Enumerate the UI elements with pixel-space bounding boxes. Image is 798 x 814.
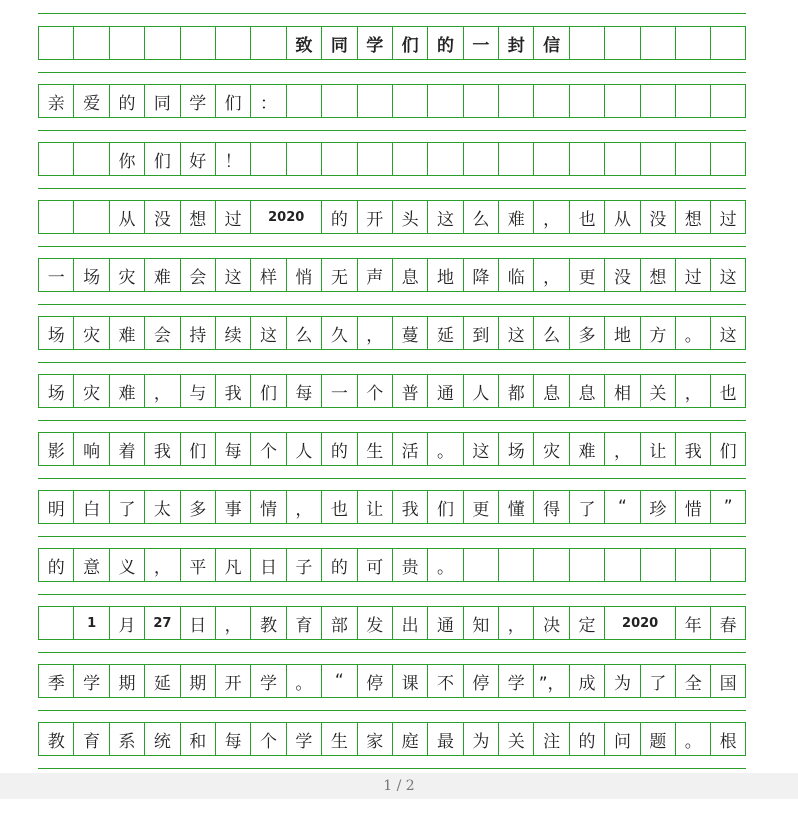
grid-cell: 我 [392,490,427,524]
grid-cell: ， [144,548,179,582]
row-gap-line [38,304,746,305]
row-gap-line [38,72,746,73]
grid-cell: 息 [392,258,427,292]
page-indicator-label: 1 / 2 [383,778,415,794]
grid-cell: 2020 [604,606,675,640]
grid-cell: 人 [286,432,321,466]
grid-cell: 声 [357,258,392,292]
grid-row [38,664,746,698]
grid-cell [73,200,108,234]
grid-cell: 难 [109,316,144,350]
grid-cell [675,84,710,118]
grid-row [38,490,746,524]
grid-cell: 我 [144,432,179,466]
grid-cell [569,26,604,60]
grid-cell: 难 [109,374,144,408]
grid-cell: 庭 [392,722,427,756]
grid-cell: 过 [710,200,745,234]
grid-cell: 教 [250,606,285,640]
grid-cell: 难 [144,258,179,292]
grid-cell [640,84,675,118]
grid-cell: 27 [144,606,179,640]
grid-cell: 也 [321,490,356,524]
grid-cell: 过 [675,258,710,292]
grid-cell [38,26,73,60]
grid-cell: 学 [250,664,285,698]
grid-cell: 一 [321,374,356,408]
grid-cell: 一 [463,26,498,60]
grid-cell: 知 [463,606,498,640]
grid-cell: 问 [604,722,639,756]
grid-cell: 我 [675,432,710,466]
grid-cell: ： [250,84,285,118]
grid-cell [710,84,745,118]
grid-cell: 么 [533,316,568,350]
grid-cell: 懂 [498,490,533,524]
grid-cell [357,142,392,176]
grid-cell: 为 [604,664,639,698]
grid-cell [321,142,356,176]
grid-cell: 这 [215,258,250,292]
grid-cell: 封 [498,26,533,60]
grid-cell [392,142,427,176]
grid-cell: 意 [73,548,108,582]
grid-row [38,200,746,234]
grid-cell: 这 [463,432,498,466]
grid-cell: 更 [569,258,604,292]
grid-cell: 最 [427,722,462,756]
grid-cell: 季 [38,664,73,698]
grid-cell: 年 [675,606,710,640]
grid-cell: 关 [498,722,533,756]
grid-row [38,374,746,408]
grid-cell: 的 [427,26,462,60]
grid-cell: 明 [38,490,73,524]
grid-cell: 育 [286,606,321,640]
grid-row [38,316,746,350]
grid-cell: 每 [286,374,321,408]
grid-cell: 的 [569,722,604,756]
grid-cell: ， [533,258,568,292]
row-gap-line [38,246,746,247]
grid-cell: 生 [357,432,392,466]
grid-cell: 降 [463,258,498,292]
grid-cell: 想 [180,200,215,234]
grid-cell: 从 [604,200,639,234]
grid-cell: 的 [321,432,356,466]
grid-cell: 同 [321,26,356,60]
grid-cell: 过 [215,200,250,234]
grid-cell: 蔓 [392,316,427,350]
grid-cell [498,548,533,582]
grid-cell: 全 [675,664,710,698]
grid-cell: ， [533,200,568,234]
grid-cell: 我 [215,374,250,408]
grid-cell: 们 [392,26,427,60]
grid-cell: 难 [569,432,604,466]
grid-cell [392,84,427,118]
grid-cell: ， [286,490,321,524]
grid-cell: 春 [710,606,745,640]
grid-cell: 。 [427,432,462,466]
grid-cell: 国 [710,664,745,698]
grid-cell: 的 [109,84,144,118]
grid-cell: 期 [109,664,144,698]
grid-cell [569,142,604,176]
grid-cell [250,142,285,176]
page-indicator [0,773,798,799]
grid-cell [286,84,321,118]
grid-cell: 出 [392,606,427,640]
grid-cell [675,548,710,582]
grid-cell [604,548,639,582]
grid-cell: 让 [357,490,392,524]
grid-cell [604,26,639,60]
grid-cell: 灾 [73,316,108,350]
grid-cell: 事 [215,490,250,524]
grid-cell: 地 [604,316,639,350]
grid-cell [710,26,745,60]
grid-row [38,432,746,466]
grid-cell [180,26,215,60]
grid-cell: 活 [392,432,427,466]
grid-cell: 凡 [215,548,250,582]
grid-cell: 头 [392,200,427,234]
grid-cell: 相 [604,374,639,408]
row-gap-line [38,594,746,595]
grid-cell: ， [604,432,639,466]
essay-grid-paper [38,13,746,773]
grid-cell: 们 [427,490,462,524]
grid-cell: 通 [427,374,462,408]
grid-cell: 定 [569,606,604,640]
row-gap-line [38,188,746,189]
grid-cell [286,142,321,176]
grid-cell: 影 [38,432,73,466]
grid-cell: 生 [321,722,356,756]
grid-cell: 。 [427,548,462,582]
row-gap-line [38,768,746,769]
grid-cell [38,142,73,176]
grid-cell: 场 [38,374,73,408]
grid-cell: 都 [498,374,533,408]
grid-cell: 到 [463,316,498,350]
grid-cell: “ [604,490,639,524]
grid-cell: 的 [321,200,356,234]
grid-cell [144,26,179,60]
grid-cell: 学 [357,26,392,60]
grid-cell: 得 [533,490,568,524]
grid-cell: 信 [533,26,568,60]
grid-cell: 育 [73,722,108,756]
row-gap-line [38,478,746,479]
grid-cell: 开 [215,664,250,698]
grid-cell [427,84,462,118]
grid-cell: 这 [710,316,745,350]
row-gap-line [38,652,746,653]
grid-cell: 注 [533,722,568,756]
grid-cell: 学 [498,664,533,698]
grid-cell [533,548,568,582]
grid-cell: 了 [569,490,604,524]
grid-cell: 根 [710,722,745,756]
grid-cell: 家 [357,722,392,756]
grid-cell: 1 [73,606,108,640]
grid-cell: 地 [427,258,462,292]
grid-cell: 难 [498,200,533,234]
grid-cell: 场 [498,432,533,466]
grid-cell: 同 [144,84,179,118]
grid-cell: 每 [215,432,250,466]
grid-cell: 期 [180,664,215,698]
grid-cell [321,84,356,118]
grid-cell: 悄 [286,258,321,292]
grid-cell: 题 [640,722,675,756]
grid-cell: 个 [357,374,392,408]
grid-cell: 了 [640,664,675,698]
row-gap-line [38,536,746,537]
paper-top-line [38,13,746,14]
grid-cell: 学 [180,84,215,118]
grid-cell: 每 [215,722,250,756]
row-gap-line [38,710,746,711]
grid-cell [640,548,675,582]
grid-cell: 。 [675,722,710,756]
grid-cell: 与 [180,374,215,408]
grid-cell: 么 [286,316,321,350]
grid-cell [357,84,392,118]
grid-cell: 想 [675,200,710,234]
grid-cell: 没 [604,258,639,292]
grid-cell: 息 [569,374,604,408]
grid-cell: 日 [180,606,215,640]
row-gap-line [38,130,746,131]
grid-cell: 延 [427,316,462,350]
grid-cell: 这 [250,316,285,350]
grid-cell [73,26,108,60]
grid-cell [38,606,73,640]
grid-cell: 续 [215,316,250,350]
grid-cell: ， [215,606,250,640]
grid-cell: 们 [250,374,285,408]
grid-cell: 情 [250,490,285,524]
grid-cell: 这 [498,316,533,350]
grid-cell: 2020 [250,200,321,234]
grid-cell: 们 [144,142,179,176]
grid-row [38,606,746,640]
grid-cell: 开 [357,200,392,234]
grid-cell: 着 [109,432,144,466]
grid-cell: 好 [180,142,215,176]
grid-cell: 无 [321,258,356,292]
grid-cell: 亲 [38,84,73,118]
grid-cell: 学 [73,664,108,698]
grid-cell: 白 [73,490,108,524]
grid-cell: 场 [73,258,108,292]
grid-cell: 系 [109,722,144,756]
grid-cell: 可 [357,548,392,582]
grid-cell [498,142,533,176]
grid-cell: 普 [392,374,427,408]
grid-cell: 样 [250,258,285,292]
grid-cell: 方 [640,316,675,350]
grid-cell: 这 [710,258,745,292]
grid-row [38,26,746,60]
grid-cell: 为 [463,722,498,756]
grid-cell: 让 [640,432,675,466]
grid-cell: 惜 [675,490,710,524]
grid-cell: 个 [250,722,285,756]
grid-cell: 场 [38,316,73,350]
grid-cell: ！ [215,142,250,176]
grid-cell: 决 [533,606,568,640]
grid-cell: 没 [640,200,675,234]
grid-cell: 想 [640,258,675,292]
grid-cell: 会 [180,258,215,292]
grid-cell: 通 [427,606,462,640]
grid-cell: 持 [180,316,215,350]
grid-cell: “ [321,664,356,698]
grid-cell: 停 [463,664,498,698]
grid-cell: ， [144,374,179,408]
grid-cell: 灾 [109,258,144,292]
grid-cell: 人 [463,374,498,408]
grid-cell: ” [710,490,745,524]
grid-cell [604,142,639,176]
grid-cell: 月 [109,606,144,640]
grid-cell: 们 [215,84,250,118]
grid-cell: 和 [180,722,215,756]
grid-cell: 更 [463,490,498,524]
grid-row [38,722,746,756]
grid-cell: 平 [180,548,215,582]
grid-cell [710,142,745,176]
grid-cell: 贵 [392,548,427,582]
grid-cell: 灾 [533,432,568,466]
grid-cell [569,84,604,118]
grid-cell: 的 [38,548,73,582]
grid-cell: 你 [109,142,144,176]
grid-cell: 临 [498,258,533,292]
grid-cell [250,26,285,60]
grid-cell: 教 [38,722,73,756]
grid-cell [463,84,498,118]
grid-cell: 义 [109,548,144,582]
grid-cell: 珍 [640,490,675,524]
grid-cell: 也 [710,374,745,408]
grid-cell [38,200,73,234]
grid-cell: 的 [321,548,356,582]
grid-cell: 停 [357,664,392,698]
grid-cell: 延 [144,664,179,698]
grid-cell: 学 [286,722,321,756]
grid-cell [640,142,675,176]
grid-cell: ， [357,316,392,350]
grid-cell: ， [498,606,533,640]
grid-cell: 一 [38,258,73,292]
grid-cell: 课 [392,664,427,698]
grid-cell: 么 [463,200,498,234]
grid-cell [109,26,144,60]
grid-cell: 久 [321,316,356,350]
grid-cell: 不 [427,664,462,698]
grid-cell [533,84,568,118]
grid-cell: 统 [144,722,179,756]
grid-cell: 部 [321,606,356,640]
grid-cell: 。 [286,664,321,698]
grid-cell: 也 [569,200,604,234]
grid-cell: 发 [357,606,392,640]
grid-cell: 灾 [73,374,108,408]
grid-cell: 子 [286,548,321,582]
grid-cell [427,142,462,176]
grid-row [38,258,746,292]
grid-cell [533,142,568,176]
grid-cell: 爱 [73,84,108,118]
grid-cell: ， [675,374,710,408]
grid-cell [675,26,710,60]
grid-cell: 多 [569,316,604,350]
grid-cell: 日 [250,548,285,582]
grid-cell: 息 [533,374,568,408]
grid-cell: 。 [675,316,710,350]
grid-cell [569,548,604,582]
grid-cell: 致 [286,26,321,60]
grid-cell: ”， [533,664,568,698]
grid-cell: 从 [109,200,144,234]
grid-cell: 们 [710,432,745,466]
grid-cell [463,142,498,176]
grid-cell [498,84,533,118]
grid-cell: 们 [180,432,215,466]
grid-cell: 关 [640,374,675,408]
grid-cell: 响 [73,432,108,466]
grid-cell: 会 [144,316,179,350]
row-gap-line [38,362,746,363]
grid-cell [640,26,675,60]
grid-cell: 成 [569,664,604,698]
grid-cell [604,84,639,118]
grid-cell: 没 [144,200,179,234]
grid-cell: 个 [250,432,285,466]
grid-cell [675,142,710,176]
grid-cell: 这 [427,200,462,234]
grid-cell [73,142,108,176]
grid-cell [710,548,745,582]
grid-row [38,142,746,176]
grid-row [38,548,746,582]
grid-cell [215,26,250,60]
grid-cell [463,548,498,582]
grid-cell: 了 [109,490,144,524]
grid-row [38,84,746,118]
row-gap-line [38,420,746,421]
grid-cell: 多 [180,490,215,524]
grid-cell: 太 [144,490,179,524]
